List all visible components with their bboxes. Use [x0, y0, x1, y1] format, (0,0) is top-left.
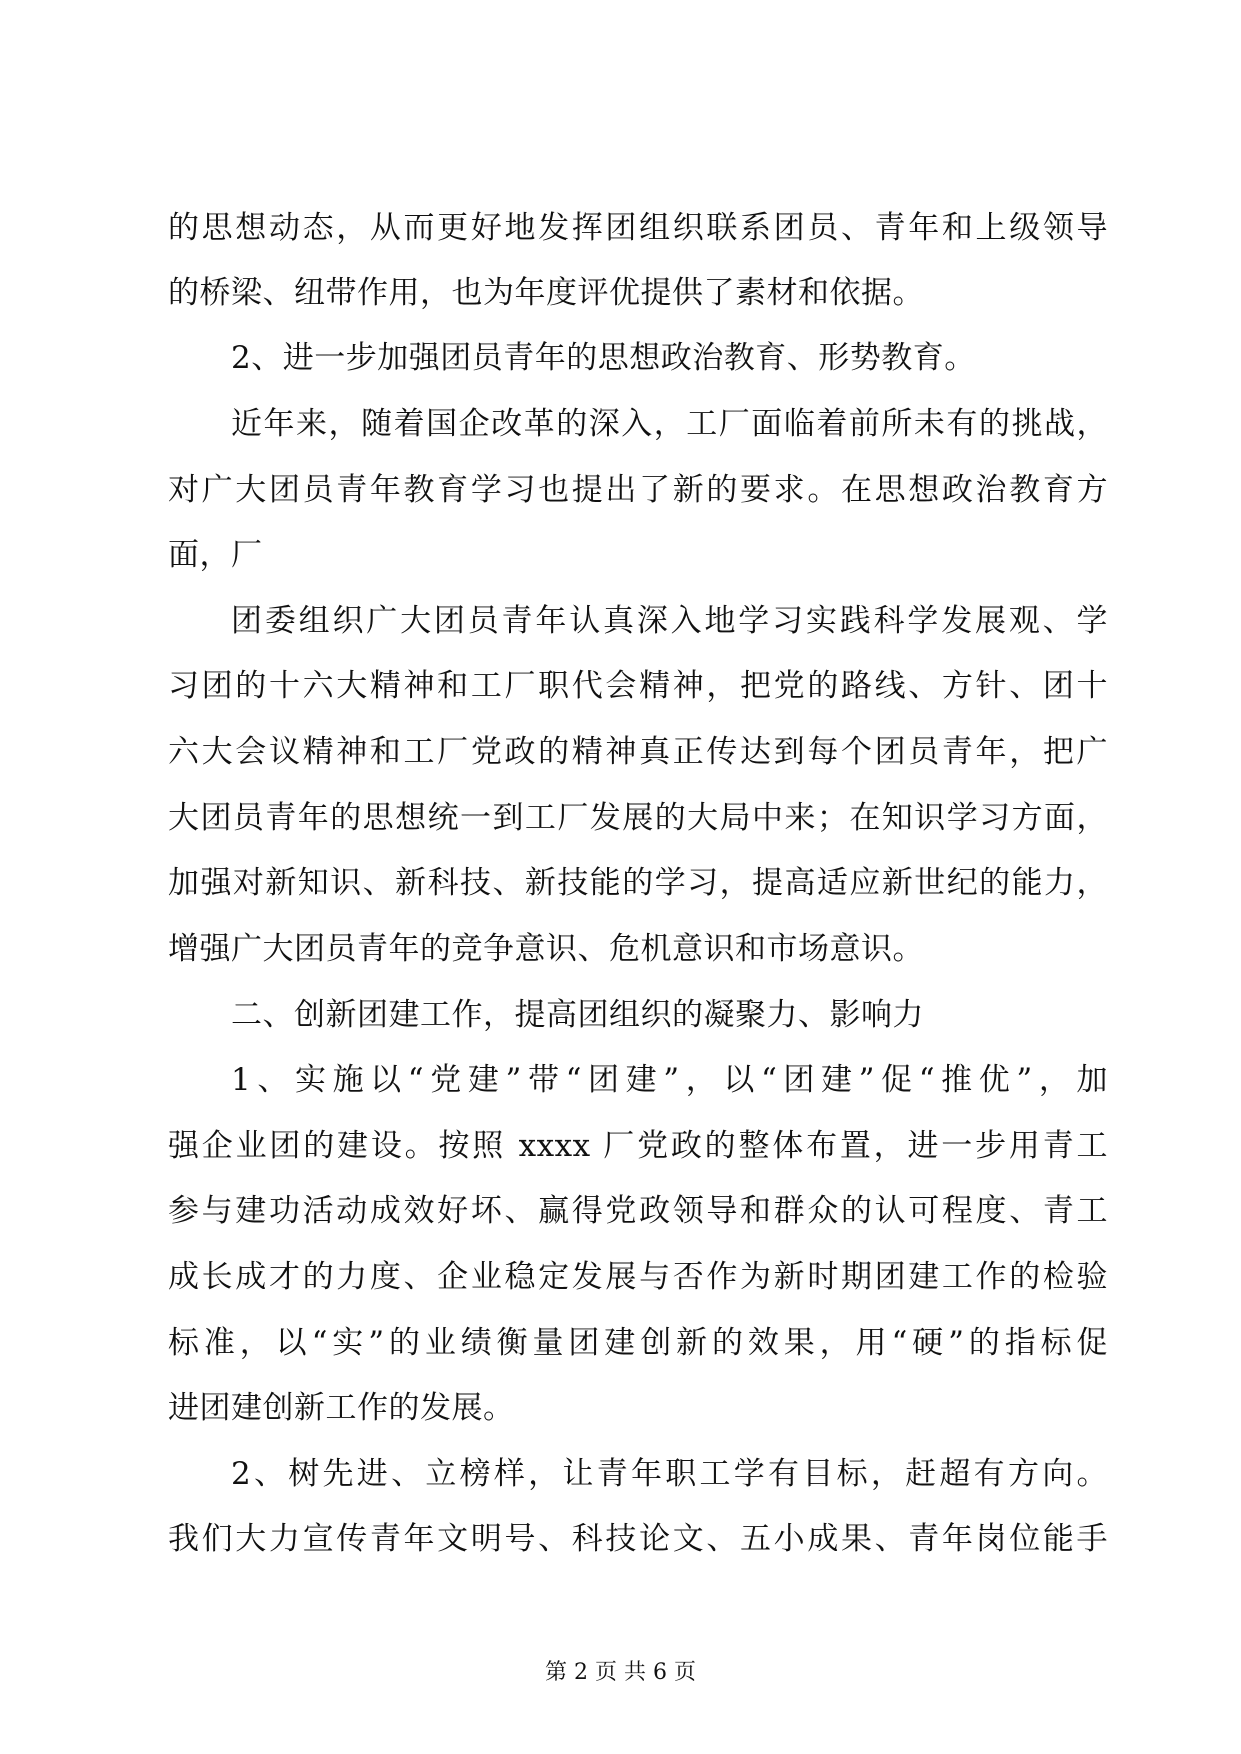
- text-line: 加强对新知识、新科技、新技能的学习，提高适应新世纪的能力，: [168, 865, 1108, 901]
- section-heading: 二、创新团建工作，提高团组织的凝聚力、影响力: [231, 997, 924, 1033]
- text-line: 的思想动态，从而更好地发挥团组织联系团员、青年和上级领导: [168, 210, 1108, 246]
- text-line: 对广大团员青年教育学习也提出了新的要求。在思想政治教育方: [168, 472, 1108, 508]
- text-line: 成长成才的力度、企业稳定发展与否作为新时期团建工作的检验: [168, 1259, 1108, 1295]
- text-line: 1、实施以“党建”带“团建”，以“团建”促“推优”，加: [231, 1062, 1108, 1098]
- text-line: 习团的十六大精神和工厂职代会精神，把党的路线、方针、团十: [168, 668, 1108, 704]
- page-number-footer: 第 2 页 共 6 页: [545, 1660, 696, 1685]
- text-line: 近年来，随着国企改革的深入，工厂面临着前所未有的挑战，: [231, 406, 1108, 442]
- text-line: 2、树先进、立榜样，让青年职工学有目标，赶超有方向。: [231, 1456, 1108, 1492]
- text-line: 大团员青年的思想统一到工厂发展的大局中来；在知识学习方面，: [168, 800, 1108, 836]
- text-line: 团委组织广大团员青年认真深入地学习实践科学发展观、学: [231, 603, 1108, 639]
- text-line: 六大会议精神和工厂党政的精神真正传达到每个团员青年，把广: [168, 734, 1108, 770]
- text-line: 进团建创新工作的发展。: [168, 1390, 515, 1426]
- text-line: 标准，以“实”的业绩衡量团建创新的效果，用“硬”的指标促: [168, 1325, 1108, 1361]
- text-line: 强企业团的建设。按照 xxxx 厂党政的整体布置，进一步用青工: [168, 1128, 1108, 1164]
- text-line: 参与建功活动成效好坏、赢得党政领导和群众的认可程度、青工: [168, 1193, 1108, 1229]
- text-line: 的桥梁、纽带作用，也为年度评优提供了素材和依据。: [168, 275, 924, 311]
- text-line: 增强广大团员青年的竞争意识、危机意识和市场意识。: [168, 931, 924, 967]
- text-line: 面，厂: [168, 537, 263, 573]
- text-line: 我们大力宣传青年文明号、科技论文、五小成果、青年岗位能手: [168, 1521, 1108, 1557]
- paragraph-heading: 2、进一步加强团员青年的思想政治教育、形势教育。: [231, 340, 976, 376]
